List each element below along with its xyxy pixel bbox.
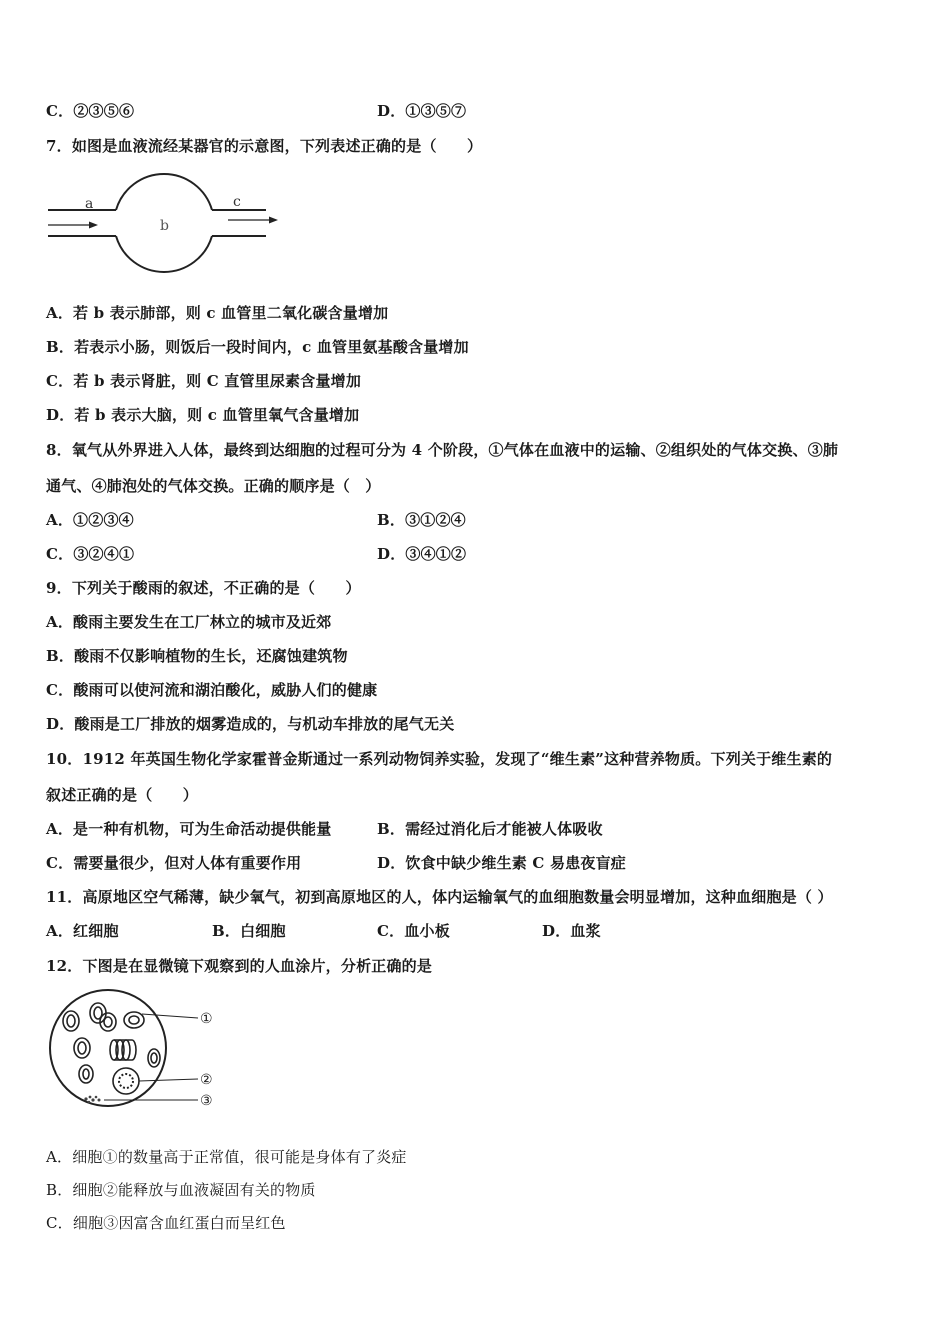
q10-stem-line1: 10．1912 年英国生物化学家霍普金斯通过一系列动物饲养实验，发现了“维生素”这种营养物质。下列关于维生素的	[46, 750, 833, 768]
q7-label-c: c	[233, 194, 241, 210]
q8-option-c: C．③②④①	[46, 545, 135, 563]
q11-option-d: D．血浆	[542, 922, 601, 940]
q9-stem: 9．下列关于酸雨的叙述，不正确的是（ ）	[46, 579, 361, 597]
q12-stem: 12．下图是在显微镜下观察到的人血涂片，分析正确的是	[46, 957, 433, 975]
q11-stem: 11．高原地区空气稀薄，缺少氧气，初到高原地区的人，体内运输氧气的血细胞数量会明显增加，这种血细胞是（ ）	[46, 888, 833, 906]
q12-label-1: ①	[200, 1011, 213, 1027]
q6-option-c: C．②③⑤⑥	[46, 102, 135, 120]
q8-option-b: B．③①②④	[377, 511, 466, 529]
q9-option-d: D．酸雨是工厂排放的烟雾造成的，与机动车排放的尾气无关	[46, 715, 455, 733]
q12-option-b: B．细胞②能释放与血液凝固有关的物质	[46, 1181, 316, 1199]
q12-blood-smear-diagram	[46, 988, 226, 1118]
q7-label-a: a	[85, 196, 94, 212]
q12-option-a: A．细胞①的数量高于正常值，很可能是身体有了炎症	[46, 1148, 407, 1166]
q10-option-a: A．是一种有机物，可为生命活动提供能量	[46, 820, 332, 838]
q10-option-c: C．需要量很少，但对人体有重要作用	[46, 854, 302, 872]
q7-option-a: A．若 b 表示肺部，则 c 血管里二氧化碳含量增加	[46, 304, 389, 322]
q8-option-d: D．③④①②	[377, 545, 467, 563]
q8-stem-line2: 通气、④肺泡处的气体交换。正确的顺序是（ ）	[46, 477, 381, 495]
q12-option-c: C．细胞③因富含血红蛋白而呈红色	[46, 1214, 286, 1232]
q7-organ-diagram	[40, 168, 290, 283]
q9-option-c: C．酸雨可以使河流和湖泊酸化，威胁人们的健康	[46, 681, 378, 699]
q7-label-b: b	[160, 218, 169, 234]
q10-option-d: D．饮食中缺少维生素 C 易患夜盲症	[377, 854, 626, 872]
q7-option-b: B．若表示小肠，则饭后一段时间内，c 血管里氨基酸含量增加	[46, 338, 469, 356]
q8-option-a: A．①②③④	[46, 511, 134, 529]
q6-option-d: D．①③⑤⑦	[377, 102, 467, 120]
q10-stem-line2: 叙述正确的是（ ）	[46, 786, 199, 804]
q11-option-b: B．白细胞	[212, 922, 286, 940]
q10-option-b: B．需经过消化后才能被人体吸收	[377, 820, 603, 838]
q11-option-a: A．红细胞	[46, 922, 119, 940]
q8-stem-line1: 8．氧气从外界进入人体，最终到达细胞的过程可分为 4 个阶段，①气体在血液中的运输、②组织处的气体交换、③肺	[46, 441, 839, 459]
q9-option-b: B．酸雨不仅影响植物的生长，还腐蚀建筑物	[46, 647, 348, 665]
q12-label-3: ③	[200, 1093, 213, 1109]
q9-option-a: A．酸雨主要发生在工厂林立的城市及近郊	[46, 613, 332, 631]
q7-option-d: D．若 b 表示大脑，则 c 血管里氧气含量增加	[46, 406, 360, 424]
q7-stem: 7．如图是血液流经某器官的示意图，下列表述正确的是（ ）	[46, 137, 483, 155]
q7-option-c: C．若 b 表示肾脏，则 C 直管里尿素含量增加	[46, 372, 362, 390]
q12-label-2: ②	[200, 1072, 213, 1088]
q11-option-c: C．血小板	[377, 922, 450, 940]
